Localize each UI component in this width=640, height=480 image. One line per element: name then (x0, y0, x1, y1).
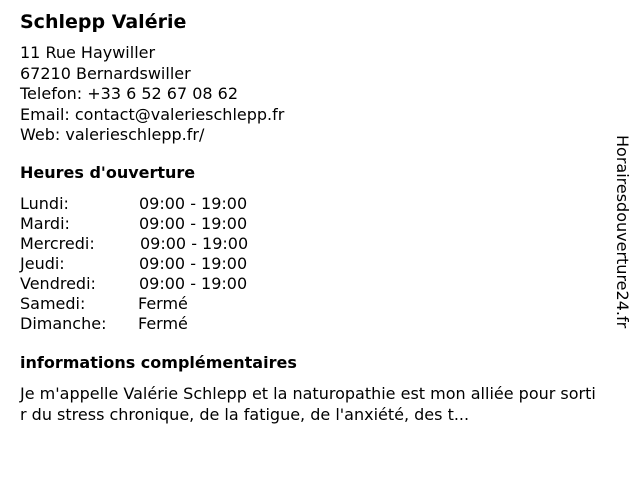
hours-value: 09:00 - 19:00 (139, 214, 248, 233)
site-watermark: Horairesdouverture24.fr (613, 135, 632, 329)
business-name: Schlepp Valérie (20, 11, 187, 33)
day-label: Mardi: (20, 214, 70, 233)
day-label: Vendredi: (20, 274, 96, 293)
address-city: 67210 Bernardswiller (20, 63, 191, 83)
hours-value: Fermé (138, 294, 188, 313)
address-street: 11 Rue Haywiller (20, 43, 156, 62)
hours-heading: Heures d'ouverture (20, 163, 196, 182)
hours-value: 09:00 - 19:00 (140, 234, 249, 253)
info-description: Je m'appelle Valérie Schlepp et la naturopathie est mon alliée pour sortir du stress chronique, de la fatigue, de l'anxiété, des t... (20, 384, 596, 424)
email-address: Email: contact@valerieschlepp.fr (20, 104, 285, 124)
hours-value: Fermé (138, 314, 188, 333)
day-label: Jeudi: (20, 254, 65, 273)
hours-value: 09:00 - 19:00 (139, 254, 248, 273)
day-label: Samedi: (20, 294, 86, 313)
contact-block (20, 43, 284, 146)
hours-value: 09:00 - 19:00 (139, 274, 248, 293)
day-label: Lundi: (20, 194, 69, 213)
hours-value: 09:00 - 19:00 (139, 194, 248, 213)
day-label: Mercredi: (20, 234, 95, 253)
phone-number: Telefon: +33 6 52 67 08 62 (20, 84, 239, 103)
day-label: Dimanche: (20, 314, 107, 333)
info-heading: informations complémentaires (20, 353, 297, 372)
website: Web: valerieschlepp.fr/ (20, 125, 205, 144)
